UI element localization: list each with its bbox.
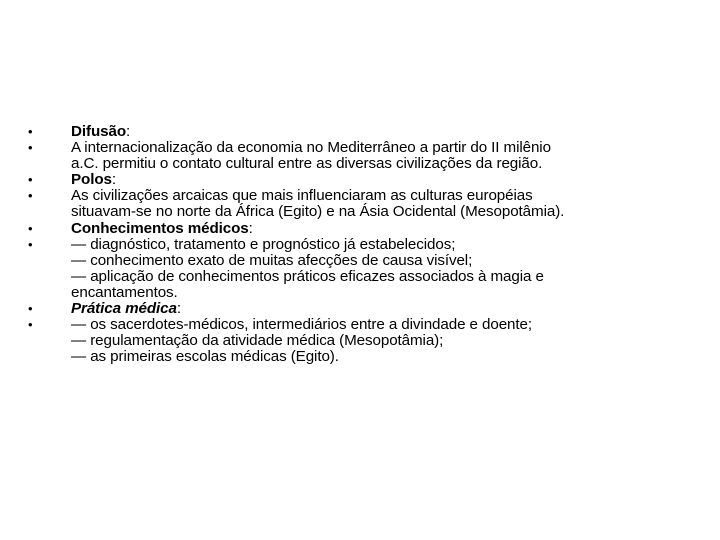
text-line: — as primeiras escolas médicas (Egito). [71, 348, 339, 366]
list-item-pratica-detalhes [28, 317, 688, 365]
heading-line [71, 124, 688, 140]
bullet-icon: • [28, 236, 33, 252]
list-item-polos [28, 172, 688, 188]
bullet-icon: • [28, 301, 33, 317]
bullet-icon: • [28, 172, 33, 188]
bullet-icon: • [28, 124, 33, 139]
bullet-icon: • [28, 317, 33, 333]
list-item-civilizacoes [28, 188, 688, 220]
list-item-conhecimentos [28, 221, 688, 237]
bullet-icon: • [28, 220, 33, 236]
heading-polos: Polos [71, 171, 112, 189]
bullet-icon: • [28, 188, 33, 204]
text-line: — conhecimento exato de muitas afecções de causa visível; [71, 251, 473, 269]
heading-colon: : [176, 300, 181, 318]
text-line: — os sacerdotes-médicos, intermediários entre a divindade e doente; [71, 316, 532, 334]
heading-line [71, 221, 688, 237]
text-line: — diagnóstico, tratamento e prognóstico já estabelecidos; [71, 235, 456, 253]
text-line: situavam-se no norte da África (Egito) e na Ásia Ocidental (Mesopotâmia). [71, 203, 565, 221]
heading-pratica: Prática médica [71, 300, 177, 318]
list-item-internacionalizacao [28, 140, 688, 172]
list-item-difusao [28, 124, 688, 140]
heading-colon: : [248, 219, 253, 237]
text-line: a.C. permitiu o contato cultural entre as diversas civilizações da região. [71, 155, 543, 173]
heading-colon: : [111, 171, 116, 189]
text-line: — regulamentação da atividade médica (Mesopotâmia); [71, 332, 444, 350]
heading-difusao: Difusão [71, 123, 126, 140]
list-item-pratica [28, 301, 688, 317]
heading-conhecimentos: Conhecimentos médicos [71, 219, 249, 237]
text-line: — aplicação de conhecimentos práticos eficazes associados à magia e [71, 267, 544, 285]
text-line: A internacionalização da economia no Mediterrâneo a partir do II milênio [71, 139, 551, 157]
heading-line [71, 172, 688, 188]
list-item-conhecimentos-detalhes [28, 237, 688, 301]
heading-colon: : [126, 123, 131, 140]
heading-line [71, 301, 688, 317]
bullet-icon: • [28, 140, 33, 156]
text-line: encantamentos. [71, 283, 178, 301]
bullet-list [28, 124, 688, 365]
text-line: As civilizações arcaicas que mais influenciaram as culturas européias [71, 187, 533, 205]
